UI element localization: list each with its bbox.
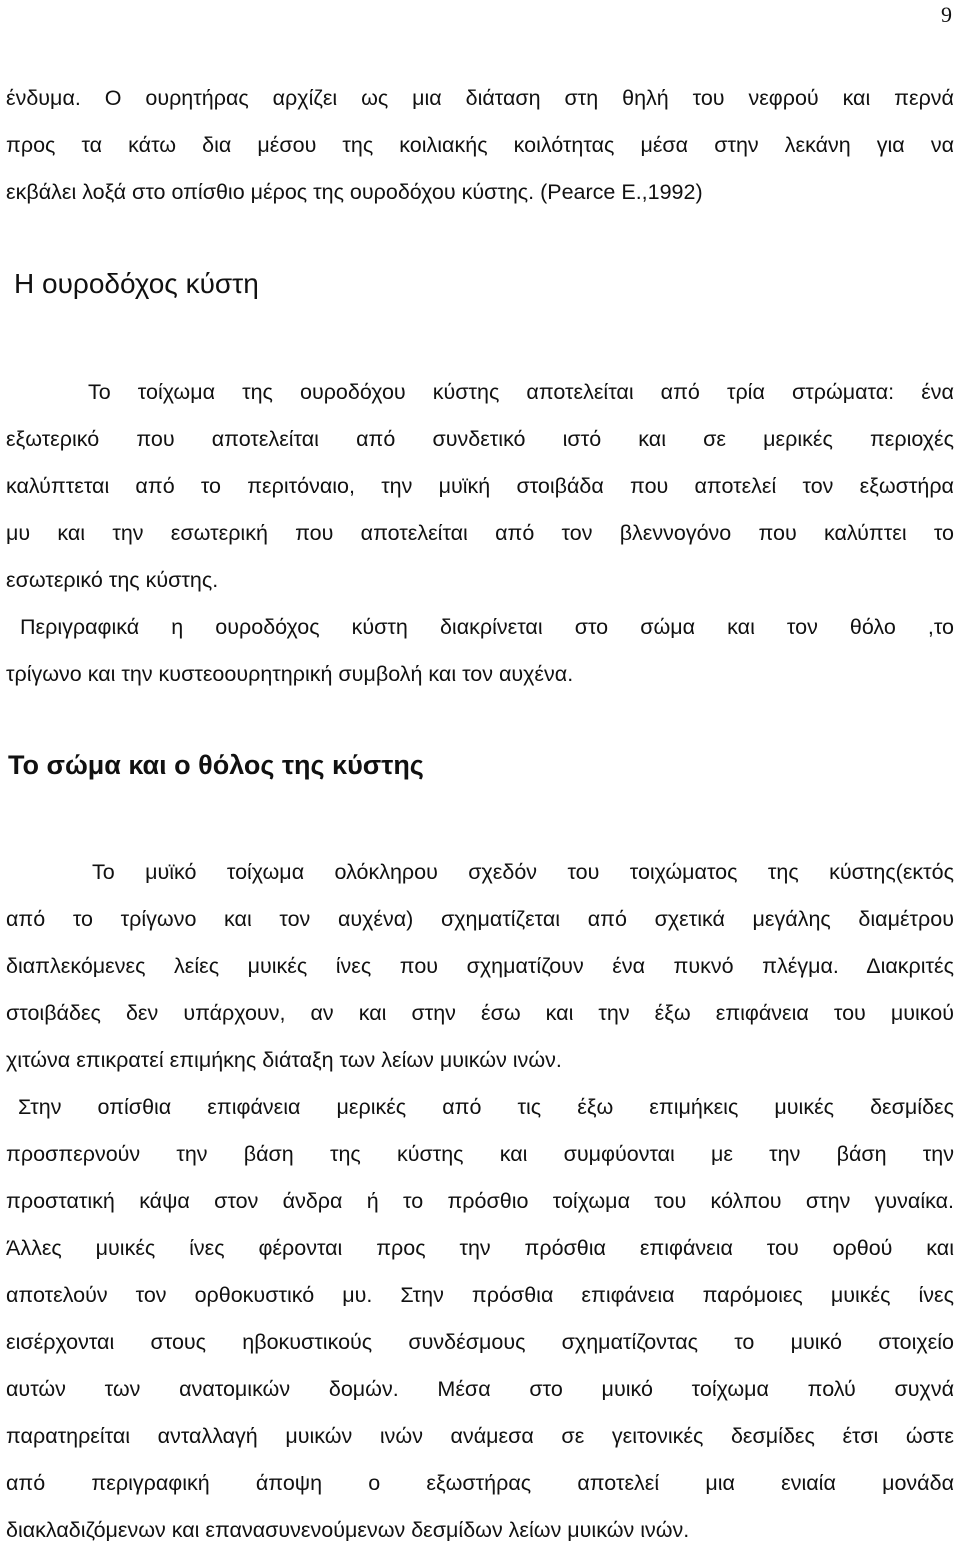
text-line: από το τρίγωνο και τον αυχένα) σχηματίζεται από σχετικά μεγάλης διαμέτρου	[6, 907, 954, 931]
text-line: ένδυμα. Ο ουρητήρας αρχίζει ως μια διάταση στη θηλή του νεφρού και περνά	[6, 86, 954, 110]
text-line: καλύπτεται από το περιτόναιο, την μυϊκή στοιβάδα που αποτελεί τον εξωστήρα	[6, 474, 954, 498]
text-line: εισέρχονται στους ηβοκυστικούς συνδέσμους σχηματίζοντας το μυικό στοιχείο	[6, 1330, 954, 1354]
text-line: από περιγραφική άποψη ο εξωστήρας αποτελεί μια ενιαία μονάδα	[6, 1471, 954, 1495]
text-line: τρίγωνο και την κυστεοουρητηρική συμβολή και τον αυχένα.	[6, 662, 574, 686]
text-line: χιτώνα επικρατεί επιμήκης διάταξη των λείων μυικών ινών.	[6, 1048, 562, 1072]
text-line: διαπλεκόμενες λείες μυικές ίνες που σχηματίζουν ένα πυκνό πλέγμα. Διακριτές	[6, 954, 954, 978]
section-heading: Η ουροδόχος κύστη	[14, 268, 259, 299]
text-line: εσωτερικό της κύστης.	[6, 568, 219, 592]
text-line: Το μυϊκό τοίχωμα ολόκληρου σχεδόν του τοιχώματος της κύστης(εκτός	[92, 860, 954, 884]
text-line: παρατηρείται ανταλλαγή μυικών ινών ανάμεσα σε γειτονικές δεσμίδες έτσι ώστε	[6, 1424, 954, 1448]
text-line: Άλλες μυικές ίνες φέρονται προς την πρόσθια επιφάνεια του ορθού και	[6, 1236, 954, 1260]
text-line: μυ και την εσωτερική που αποτελείται από τον βλεννογόνο που καλύπτει το	[6, 521, 954, 545]
text-line: Το τοίχωμα της ουροδόχου κύστης αποτελείται από τρία στρώματα: ένα	[88, 380, 954, 404]
text-line: προσπερνούν την βάση της κύστης και συμφύονται με την βάση την	[6, 1142, 954, 1166]
text-line: εξωτερικό που αποτελείται από συνδετικό ιστό και σε μερικές περιοχές	[6, 427, 954, 451]
text-line: αποτελούν τον ορθοκυστικό μυ. Στην πρόσθια επιφάνεια παρόμοιες μυικές ίνες	[6, 1283, 954, 1307]
text-line: εκβάλει λοξά στο οπίσθιο μέρος της ουροδόχου κύστης. (Pearce E.,1992)	[6, 180, 703, 204]
text-line: προς τα κάτω δια μέσου της κοιλιακής κοιλότητας μέσα στην λεκάνη για να	[6, 133, 954, 157]
text-line: Στην οπίσθια επιφάνεια μερικές από τις έξω επιμήκεις μυικές δεσμίδες	[18, 1095, 954, 1119]
text-line: αυτών των ανατομικών δομών. Μέσα στο μυικό τοίχωμα πολύ συχνά	[6, 1377, 954, 1401]
text-line: προστατική κάψα στον άνδρα ή το πρόσθιο τοίχωμα του κόλπου στην γυναίκα.	[6, 1189, 954, 1213]
page-number: 9	[941, 2, 952, 27]
text-line: στοιβάδες δεν υπάρχουν, αν και στην έσω και την έξω επιφάνεια του μυικού	[6, 1001, 954, 1025]
text-line: Περιγραφικά η ουροδόχος κύστη διακρίνεται στο σώμα και τον θόλο ,το	[20, 615, 954, 639]
text-line: διακλαδιζόμενων και επανασυνενούμενων δεσμίδων λείων μυικών ινών.	[6, 1518, 690, 1542]
section-heading: Το σώμα και ο θόλος της κύστης	[8, 750, 424, 780]
